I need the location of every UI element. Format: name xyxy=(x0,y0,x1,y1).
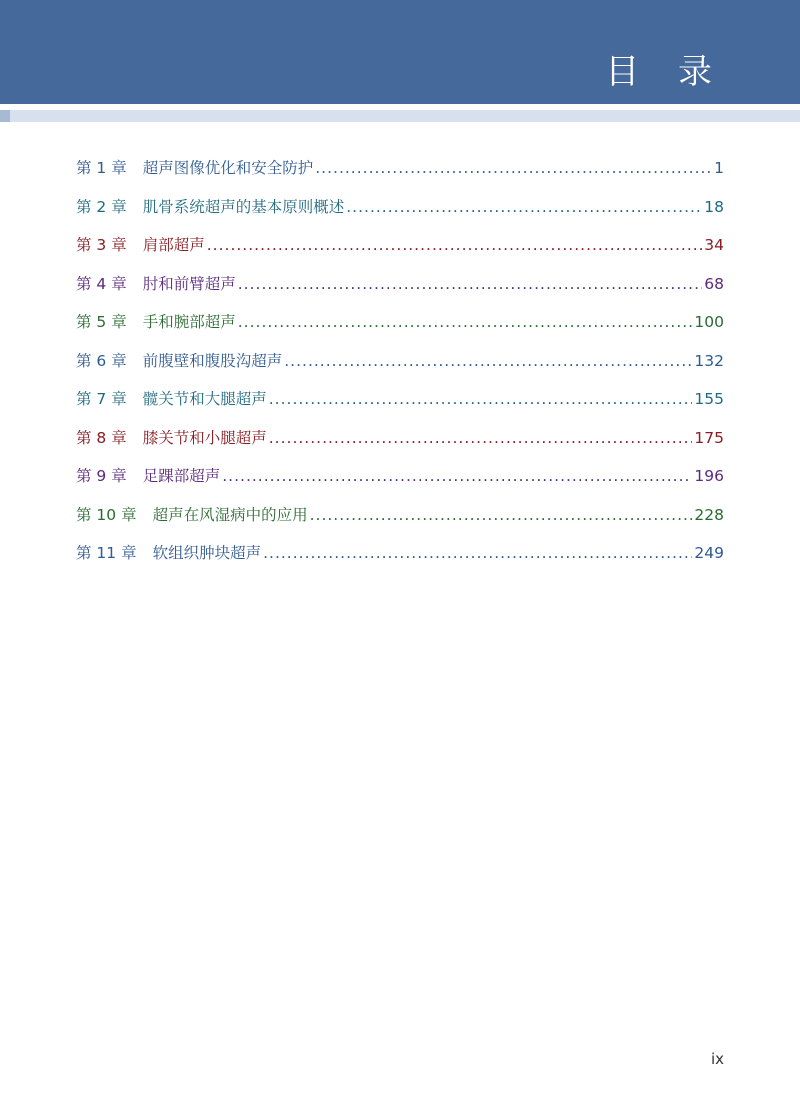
chapter-number: 第 10 章 xyxy=(76,505,137,524)
chapter-number: 第 3 章 xyxy=(76,236,127,254)
toc-entry-5[interactable] xyxy=(76,310,724,349)
dot-leader xyxy=(263,541,692,565)
toc-entry-11[interactable] xyxy=(76,541,724,580)
toc-entry-8[interactable] xyxy=(76,426,724,465)
chapter-title: 肘和前臂超声 xyxy=(142,274,236,293)
chapter-title: 手和腕部超声 xyxy=(142,313,236,331)
page-folio: ix xyxy=(710,1050,724,1068)
chapter-number: 第 7 章 xyxy=(76,390,127,408)
dot-leader xyxy=(284,349,692,373)
dot-leader xyxy=(315,156,712,180)
header-banner xyxy=(0,0,800,104)
toc-entry-3[interactable] xyxy=(76,233,724,272)
page-number: 175 xyxy=(694,428,724,447)
chapter-title: 髋关节和大腿超声 xyxy=(142,390,267,408)
chapter-number: 第 11 章 xyxy=(76,544,137,562)
chapter-number: 第 5 章 xyxy=(76,313,127,331)
chapter-title: 软组织肿块超声 xyxy=(152,544,262,562)
chapter-title: 足踝部超声 xyxy=(142,467,221,485)
toc-entry-10[interactable] xyxy=(76,503,724,542)
chapter-title: 前腹壁和腹股沟超声 xyxy=(142,351,283,370)
chapter-title: 超声在风湿病中的应用 xyxy=(152,505,308,524)
toc-entry-9[interactable] xyxy=(76,464,724,503)
page-number: 1 xyxy=(714,159,724,177)
page-number: 155 xyxy=(694,390,724,408)
dot-leader xyxy=(269,387,693,411)
page-number: 132 xyxy=(694,351,724,370)
chapter-title: 超声图像优化和安全防护 xyxy=(142,159,314,177)
chapter-number: 第 6 章 xyxy=(76,351,127,370)
table-of-contents xyxy=(76,156,724,580)
page-number: 196 xyxy=(694,467,724,485)
chapter-title: 肩部超声 xyxy=(142,236,205,254)
toc-entry-2[interactable] xyxy=(76,195,724,234)
chapter-title: 膝关节和小腿超声 xyxy=(142,428,267,447)
dot-leader xyxy=(238,310,693,334)
toc-entry-7[interactable] xyxy=(76,387,724,426)
chapter-number: 第 8 章 xyxy=(76,428,127,447)
page-number: 249 xyxy=(694,544,724,562)
header-stripe xyxy=(0,110,800,122)
dot-leader xyxy=(310,503,693,527)
toc-entry-6[interactable] xyxy=(76,349,724,388)
page-number: 18 xyxy=(704,197,724,216)
toc-entry-1[interactable] xyxy=(76,156,724,195)
toc-entry-4[interactable] xyxy=(76,272,724,311)
chapter-number: 第 9 章 xyxy=(76,467,127,485)
page-number: 68 xyxy=(704,274,724,293)
page-number: 34 xyxy=(704,236,724,254)
chapter-number: 第 4 章 xyxy=(76,274,127,293)
chapter-number: 第 1 章 xyxy=(76,159,127,177)
chapter-number: 第 2 章 xyxy=(76,197,127,216)
dot-leader xyxy=(207,233,703,257)
dot-leader xyxy=(238,272,703,296)
page-title: 目 录 xyxy=(605,52,726,92)
page-number: 228 xyxy=(694,505,724,524)
header-stripe-accent xyxy=(0,110,10,122)
dot-leader xyxy=(346,195,702,219)
dot-leader xyxy=(269,426,693,450)
chapter-title: 肌骨系统超声的基本原则概述 xyxy=(142,197,345,216)
page-number: 100 xyxy=(694,313,724,331)
dot-leader xyxy=(222,464,692,488)
